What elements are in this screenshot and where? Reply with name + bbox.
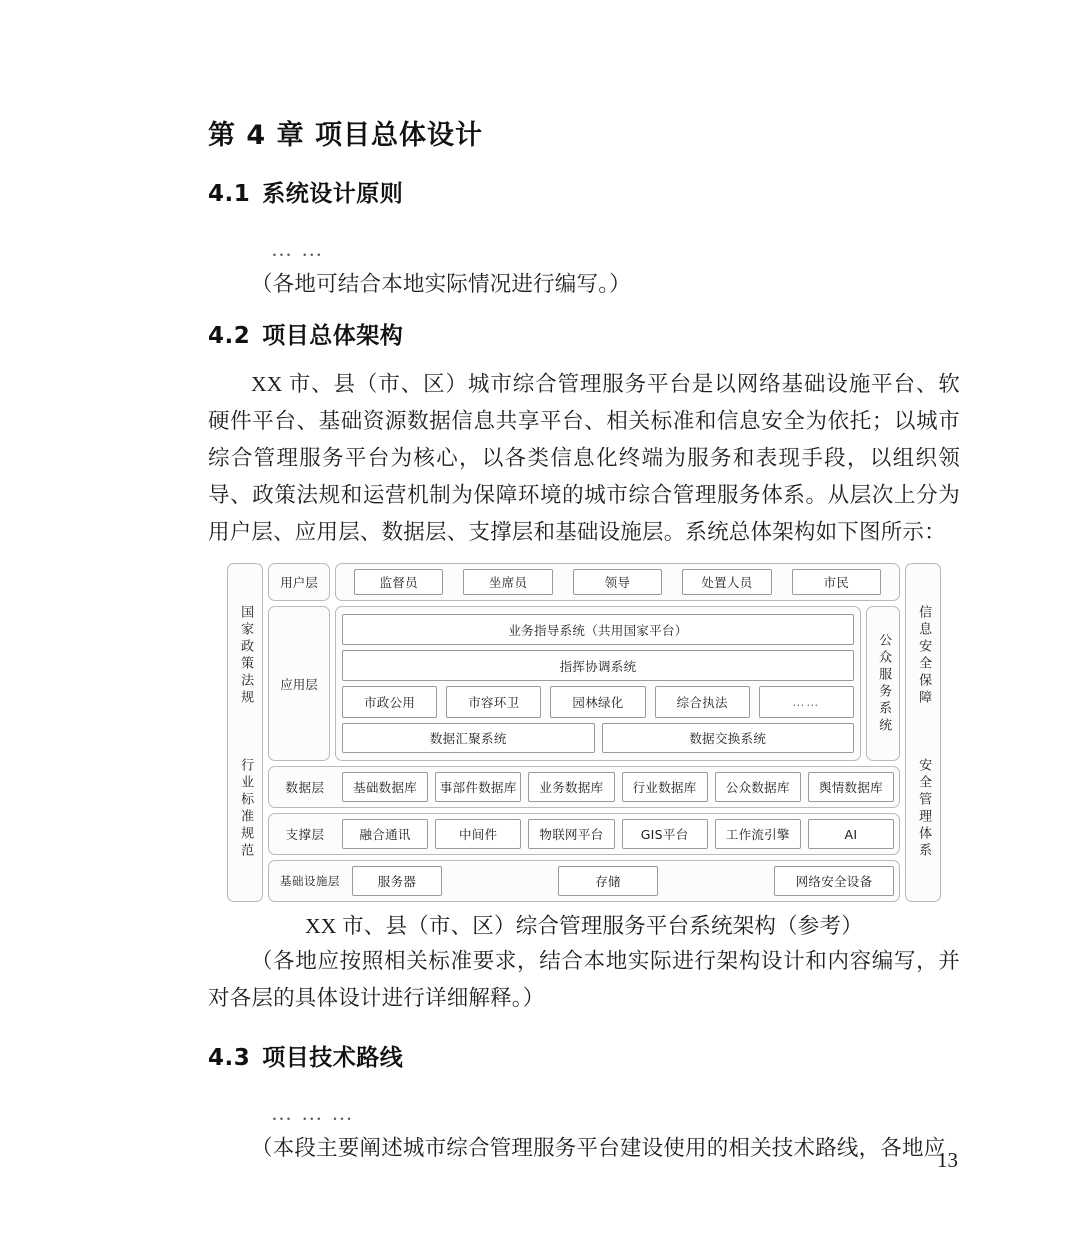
infrastructure-layer-items [352, 866, 894, 896]
section-heading-4-3 [208, 1043, 960, 1074]
layer-data [268, 766, 900, 808]
chapter-heading: 第 4 章 项目总体设计 [208, 120, 483, 151]
public-service-column [866, 606, 900, 761]
application-layer-items [335, 606, 861, 761]
application-data-systems [342, 723, 854, 753]
layer-label-user: 用户层 [268, 563, 330, 601]
section-number-4-3: 4.3 [208, 1045, 251, 1072]
section-4-1-note: （各地可结合本地实际情况进行编写。） [251, 272, 631, 297]
left-rail-policy [227, 563, 263, 902]
section-title-text-4-2: 项目总体架构 [262, 323, 404, 350]
user-layer-items [335, 563, 900, 601]
section-number-4-1: 4.1 [208, 181, 251, 208]
section-heading-4-2 [208, 321, 960, 352]
data-item-basic-db: 基础数据库 [342, 772, 428, 802]
support-item-gis-platform: GIS平台 [622, 819, 708, 849]
app-category-landscaping: 园林绿化 [550, 686, 645, 718]
data-item-industry-db: 行业数据库 [622, 772, 708, 802]
data-layer-items [342, 772, 894, 802]
section-4-3-note: （本段主要阐述城市综合管理服务平台建设使用的相关技术路线，各地应 [251, 1136, 946, 1161]
infra-item-storage: 存储 [558, 866, 658, 896]
user-item-supervisor: 监督员 [354, 569, 443, 595]
data-item-public-db: 公众数据库 [715, 772, 801, 802]
section-title-text-4-3: 项目技术路线 [262, 1045, 404, 1072]
data-item-opinion-db: 舆情数据库 [808, 772, 894, 802]
support-layer-items [342, 819, 894, 849]
section-title-text-4-1: 系统设计原则 [262, 181, 404, 208]
section-4-2-note: （各地应按照相关标准要求，结合本地实际进行架构设计和内容编写，并对各层的具体设计进行详细解释。） [208, 949, 960, 1011]
right-rail-bottom-label: 安全管理体系 [916, 757, 932, 860]
app-data-aggregation-system: 数据汇聚系统 [342, 723, 595, 753]
data-item-component-db: 事部件数据库 [435, 772, 521, 802]
user-item-agent: 坐席员 [463, 569, 552, 595]
right-rail-top-label: 信息安全保障 [916, 605, 932, 708]
user-item-leader: 领导 [573, 569, 662, 595]
user-item-citizen: 市民 [792, 569, 881, 595]
layer-label-application: 应用层 [268, 606, 330, 761]
figure-caption: XX 市、县（市、区）综合管理服务平台系统架构（参考） [305, 914, 863, 939]
section-heading-4-1 [208, 179, 960, 210]
left-rail-top-label: 国家政策法规 [238, 605, 254, 708]
layer-infrastructure [268, 860, 900, 902]
layer-label-data: 数据层 [285, 780, 325, 796]
support-item-iot-platform: 物联网平台 [528, 819, 614, 849]
right-rail-security [905, 563, 941, 902]
app-category-sanitation: 市容环卫 [446, 686, 541, 718]
infra-item-server: 服务器 [352, 866, 442, 896]
diagram-center-column [268, 563, 900, 902]
architecture-diagram [227, 563, 941, 902]
section-4-1-ellipsis: … … [271, 237, 325, 262]
support-item-middleware: 中间件 [435, 819, 521, 849]
user-item-handler: 处置人员 [682, 569, 771, 595]
app-guidance-system: 业务指导系统（共用国家平台） [342, 614, 854, 645]
page-content [208, 118, 960, 1167]
page-number: 13 [937, 1148, 958, 1172]
app-data-exchange-system: 数据交换系统 [602, 723, 855, 753]
data-item-business-db: 业务数据库 [528, 772, 614, 802]
application-categories [342, 686, 854, 718]
app-category-enforcement: 综合执法 [655, 686, 750, 718]
layer-user [268, 563, 900, 601]
infra-item-network-security: 网络安全设备 [774, 866, 894, 896]
left-rail-bottom-label: 行业标准规范 [238, 757, 254, 860]
layer-label-infrastructure: 基础设施层 [280, 874, 340, 889]
section-4-3-ellipsis: … … … [271, 1101, 355, 1126]
app-category-more: …… [759, 686, 854, 718]
support-item-communication: 融合通讯 [342, 819, 428, 849]
layer-support [268, 813, 900, 855]
architecture-figure [208, 563, 960, 943]
infra-spacer-right [665, 866, 767, 896]
public-service-label: 公众服务系统 [876, 632, 892, 735]
section-number-4-2: 4.2 [208, 323, 251, 350]
layer-application [268, 606, 900, 761]
layer-label-support: 支撑层 [285, 827, 325, 843]
infra-spacer-left [449, 866, 551, 896]
support-item-workflow-engine: 工作流引擎 [715, 819, 801, 849]
app-command-system: 指挥协调系统 [342, 650, 854, 681]
support-item-ai: AI [808, 819, 894, 849]
section-4-2-paragraph: XX 市、县（市、区）城市综合管理服务平台是以网络基础设施平台、软硬件平台、基础资源数据信息共享平台、相关标准和信息安全为依托；以城市综合管理服务平台为核心，以各类信息化终端为服务和表现手段，以组织领导、政策法规和运营机制为保障环境的城市综合管理服务体系。从层次上分为用户层、应用层、数据层、支撑层和基础设施层。系统总体架构如下图所示： [208, 372, 960, 545]
app-category-municipal: 市政公用 [342, 686, 437, 718]
